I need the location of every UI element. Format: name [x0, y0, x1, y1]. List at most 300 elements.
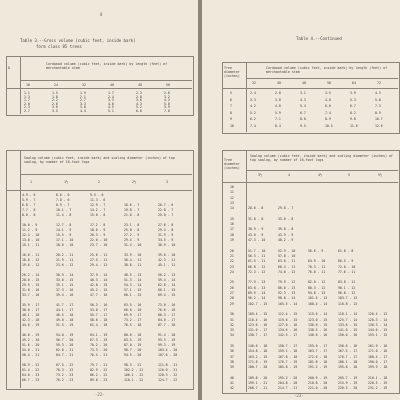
table-cell: 79.9 - 12 [278, 280, 296, 285]
table-cell: 4.3 [136, 101, 142, 106]
table-cell: 14.1 - 9 [56, 228, 72, 232]
table-cell: 128.3 - 14 [368, 317, 388, 322]
table-cell: 39.8 - 8 [278, 227, 294, 232]
table-cell: 66.7 - 23 [22, 378, 40, 382]
table-cell: 46.8 - 19 [22, 333, 40, 337]
table-cell: 18.6 - 9 [90, 228, 106, 232]
table-cell: 120.3 - 22 [158, 373, 178, 377]
table-cell: 21.0 - 8 [124, 213, 140, 217]
table-cell: 6.8 - 7 [22, 203, 36, 207]
table-cell: 7.1 [275, 117, 281, 121]
table-cell: 37.9 - 14 [90, 273, 108, 277]
table-cell: 231.2 - 19 [368, 386, 388, 391]
table-cell: 158.6 - 16 [338, 344, 358, 348]
table-cell: 61.5 - 11 [248, 259, 266, 264]
table-cell: 6.0 [325, 104, 331, 108]
table-cell: 49.0 - 18 [56, 318, 74, 322]
table-cell: 4.8 [325, 97, 331, 102]
table-cell: 83.5 - 19 [124, 338, 142, 342]
row-stub: 31 [230, 317, 234, 322]
table-cell: 79.7 - 21 [90, 363, 108, 367]
table-cell: 23.6 - 12 [56, 263, 74, 267]
table-cell: 205.7 - 19 [338, 375, 358, 380]
table-cell: 8.9 - 7 [56, 203, 70, 207]
table-cell: 35.9 - 17 [22, 303, 40, 307]
row-stub: 29 [230, 301, 234, 306]
table-cell: 27.2 - 9 [124, 233, 140, 237]
table-cell: 90.7 - 20 [124, 348, 142, 352]
table-cell: 1.3 [24, 94, 30, 99]
table-cell: 199.1 - 21 [248, 381, 268, 386]
table-cell: 15.1 - 11 [22, 243, 40, 247]
page-number-bottom: -22- [95, 392, 105, 397]
table-cell: 1.9 [80, 91, 86, 95]
row-stub: 41 [230, 381, 234, 386]
table-cell: 17.1 - 10 [56, 238, 74, 242]
table-cell: 2.6 [164, 91, 170, 95]
table-cell: 106.1 - 22 [124, 373, 144, 377]
table-cell: 11.6 [350, 123, 358, 128]
table-cell: 54.0 - 21 [22, 348, 40, 352]
table-cell: 125.7 - 14 [338, 317, 358, 322]
table-cell: 153.1 - 15 [368, 333, 388, 338]
table-cell: 161.9 - 16 [368, 344, 388, 348]
table-cell: 94.8 - 13 [308, 291, 326, 295]
table-cell: 2.3 [136, 91, 142, 95]
table-cell: 28.6 - 8 [248, 206, 264, 211]
table-cell: 96.8 - 12 [338, 291, 356, 295]
table-cell: 18.6 - 10 [56, 243, 74, 247]
table-cell: 189.8 - 20 [248, 375, 268, 380]
column-header: 1 [30, 180, 32, 184]
table-cell: 171.0 - 16 [368, 349, 388, 354]
table-cell: 38.9 - 9 [248, 227, 264, 232]
table-cell: 66.5 - 9 [338, 259, 354, 264]
row-stub: 12 [230, 195, 234, 200]
table-cell: 87.7 - 18 [158, 323, 176, 327]
table-cell: 29.4 - 9 [124, 238, 140, 242]
table-cell: 18.6 - 7 [124, 203, 140, 207]
table-cell: 18.0 - 12 [22, 258, 40, 262]
table-cell: 31.9 - 9 [158, 233, 174, 237]
table-cell: 7.0 [164, 109, 170, 113]
table-cell: 83.8 - 13 [248, 285, 266, 290]
table-cell: 73.3 - 20 [90, 348, 108, 352]
row-stub: 18 [230, 232, 234, 237]
table-cell: 214.7 - 21 [278, 386, 298, 391]
table-cell: 47.3 - 10 [248, 238, 266, 242]
column-header: 3 [166, 180, 168, 184]
table-cell: 5.2 [250, 110, 256, 115]
table-cell: 1.7 [24, 98, 30, 103]
table-cell: 56.3 - 11 [248, 253, 266, 258]
row-stub: 33 [230, 328, 234, 333]
column-header: 56 [327, 81, 331, 85]
table-cell: 46.5 - 18 [56, 313, 74, 317]
table-cell: 86.0 - 13 [278, 285, 296, 290]
table-cell: 11.3 - 6 [90, 198, 106, 202]
table-cell: 44.1 - 17 [56, 308, 74, 312]
table-cell: 45.1 - 11 [158, 263, 176, 267]
table-cell: 91.4 - 18 [158, 333, 176, 337]
table-cell: 112.4 - 15 [278, 312, 298, 317]
table-cell: 11.2 - 9 [22, 228, 38, 232]
row-stub: 30 [230, 312, 234, 317]
column-header: 56 [166, 83, 170, 87]
table-cell: 77.6 - 11 [338, 269, 356, 274]
table-cell: 12.9 - 7 [90, 203, 106, 207]
table-cell: 8.8 - 8 [22, 213, 36, 217]
table-cell: 107.6 - 20 [158, 353, 178, 357]
table-cell: 56.2 - 13 [158, 273, 176, 277]
table-cell: 80.0 - 18 [124, 333, 142, 337]
row-stub: 32 [230, 322, 234, 327]
table-cell: 33.0 - 8 [278, 216, 294, 221]
table-cell: 4.5 [108, 105, 114, 110]
table-cell: 142.5 - 17 [278, 333, 298, 338]
table-cell: 72.0 - 10 [338, 264, 356, 269]
table-cell: 2.0 [24, 101, 30, 106]
lower-header: Sawlog volume (cubic feet, inside bark) and scaling diameter (inches) of top sawlog, by number of 16-foot logs [24, 156, 175, 164]
row-stub: 24 [230, 269, 234, 274]
table-cell: 89.6 - 23 [90, 378, 108, 382]
table-cell: 118.1 - 14 [338, 312, 358, 317]
table-cell: 58.6 - 18 [90, 318, 108, 322]
right-page [202, 0, 400, 400]
column-header: 64 [352, 81, 356, 85]
table-cell: 83.8 - 11 [338, 280, 356, 285]
column-header: 40 [110, 83, 114, 87]
table-cell: 66.1 - 15 [158, 288, 176, 292]
table-cell: 51.5 - 19 [56, 323, 74, 327]
row-stub: 42 [230, 386, 234, 391]
table-cell: 215.9 - 19 [338, 381, 358, 386]
table-cell: 66.8 - 12 [248, 264, 266, 269]
table-cell: 82.0 - 12 [308, 280, 326, 285]
table-cell: 195.2 - 20 [278, 375, 298, 380]
left-page [0, 0, 199, 400]
row-stub: 27 [230, 291, 234, 295]
table-cell: 53.0 - 17 [90, 308, 108, 312]
table-cell: 167.5 - 17 [338, 349, 358, 354]
column-header: 1½ [64, 180, 68, 184]
table-cell: 4.4 [80, 109, 86, 113]
table-cell: 150.0 - 16 [338, 333, 358, 338]
column-header: 4 [288, 173, 290, 177]
table-cell: 5.1 [108, 109, 114, 113]
row-stub: 15 [230, 216, 234, 221]
page-number-top: 8 [100, 12, 103, 17]
table-cell: 5.0 [164, 101, 170, 106]
table-cell: 43.9 - 9 [278, 232, 294, 237]
table-cell: 1.5 [52, 91, 58, 95]
table-cell: 42.3 - 11 [158, 258, 176, 262]
table-cell: 38.0 - 17 [22, 308, 40, 312]
table-cell: 102.2 - 21 [124, 368, 144, 372]
table-cell: 55.7 - 17 [90, 313, 108, 317]
table-cell: 64.7 - 21 [56, 353, 74, 357]
row-stub: 16 [230, 222, 234, 227]
table-cell: 63.0 - 11 [278, 259, 296, 264]
table-cell: 20.2 - 11 [56, 253, 74, 257]
table-cell: 7.7 - 8 [22, 208, 36, 212]
column-header: 2½ [132, 180, 136, 184]
table-cell: 12.7 - 8 [56, 223, 72, 227]
table-cell: 150.7 - 17 [278, 344, 298, 348]
table-cell: 29.8 - 7 [278, 206, 294, 211]
table-cell: 8.6 - 6 [56, 193, 70, 197]
table-cell: 115.6 - 14 [308, 312, 328, 317]
table-cell: 87.0 - 19 [124, 343, 142, 347]
table-cell: 52.9 - 10 [278, 248, 296, 253]
row-stub: 10 [230, 123, 234, 128]
table-cell: 16.6 - 11 [22, 253, 40, 257]
table-cell: 99.3 - 19 [158, 343, 176, 347]
table-cell: 204.8 - 20 [278, 381, 298, 386]
upper-header: Cordwood volume (cubic feet, inside bark) by length (feet) of merchantable stem [46, 62, 168, 70]
table-cell: 119.6 - 15 [278, 317, 298, 322]
table-cell: 3.8 [80, 105, 86, 110]
table-cell: 21.9 - 11 [56, 258, 74, 262]
row-stub: 38 [230, 359, 234, 364]
table-cell: 95.3 - 19 [158, 338, 176, 342]
table-cell: 10.1 - 7 [56, 208, 72, 212]
row-stub: 5 [230, 91, 232, 95]
table-cell: 22.8 - 7 [158, 208, 174, 212]
row-stub: 40 [230, 375, 234, 380]
table-cell: 20.7 - 6 [158, 203, 174, 207]
table-cell: 25.0 - 7 [158, 213, 174, 217]
column-header: 24 [54, 83, 58, 87]
table-cell: 3.6 [136, 98, 142, 103]
table-cell: 4.9 - 6 [22, 193, 36, 197]
table-cell: 28.0 - 15 [22, 278, 40, 282]
table-cell: 29.4 - 8 [158, 228, 174, 232]
row-stub: 10 [230, 185, 234, 189]
table-cell: 9.5 [300, 123, 306, 128]
table-cell: 108.4 - 14 [308, 301, 328, 306]
row-stub: 13 [230, 200, 234, 205]
table-cell: 163.2 - 19 [248, 354, 268, 359]
table-cell: 171.8 - 19 [248, 359, 268, 364]
table-cell: 210.1 - 18 [368, 375, 388, 380]
table-cell: 190.0 - 17 [368, 359, 388, 364]
column-header: 32 [82, 83, 86, 87]
table-cell: 19.8 - 7 [124, 208, 140, 212]
table-cell: 57.8 - 10 [278, 253, 296, 258]
table-cell: 84.0 - 17 [158, 318, 176, 322]
table-cell: 5.9 - 7 [22, 198, 36, 202]
table-cell: 98.3 - 21 [124, 363, 142, 367]
table-cell: 48.5 - 13 [124, 273, 142, 277]
column-header: 4½ [318, 173, 322, 177]
table-cell: 39.6 - 10 [158, 253, 176, 257]
table-cell: 9.8 [350, 117, 356, 121]
table-cell: 103.4 - 20 [158, 348, 178, 352]
table-cell: 6.7 [300, 110, 306, 115]
table-cell: 31.4 - 10 [124, 243, 142, 247]
table-cell: 2.3 [24, 105, 30, 110]
table-cell: 2.4 [250, 91, 256, 95]
table-cell: 89.9 - 14 [248, 291, 266, 295]
table-cell: 172.6 - 18 [308, 354, 328, 359]
table-cell: 3.9 [350, 91, 356, 95]
table-cell: 37.3 - 16 [56, 288, 74, 292]
table-cell: 111.8 - 21 [158, 363, 178, 367]
row-stub: 37 [230, 354, 234, 359]
table-cell: 181.8 - 18 [308, 359, 328, 364]
table-cell: 8.9 [325, 117, 331, 121]
table-cell: 33.7 - 16 [22, 293, 40, 297]
table-cell: 54.0 - 19 [56, 333, 74, 337]
row-stub: 14 [230, 206, 234, 211]
table-cell: 56.7 - 20 [56, 338, 74, 342]
table-caption: Table 4.--Continued [296, 36, 342, 41]
row-stub: 8 [230, 110, 232, 115]
table-cell: 167.8 - 18 [278, 354, 298, 359]
table-cell: 58.9 - 22 [22, 363, 40, 367]
table-cell: 40.1 - 18 [22, 313, 40, 317]
table-cell: 39.4 - 16 [56, 293, 74, 297]
table-cell: 68.4 - 11 [278, 264, 296, 269]
table-cell: 7.3 [375, 104, 381, 108]
table-cell: 1.7 [108, 91, 114, 95]
table-cell: 26.2 - 14 [22, 273, 40, 277]
table-cell: 59.3 - 20 [56, 343, 74, 347]
lower-header: Sawlog volume (cubic feet, inside bark) and scaling diameter (inches) of top sawlog, by number of 16-foot logs [250, 154, 393, 162]
table-cell: 22.0 - 10 [90, 238, 108, 242]
table-cell: 63.5 - 16 [124, 303, 142, 307]
table-cell: 51.6 - 20 [22, 343, 40, 347]
upper-header: Cordwood volume (cubic feet, inside bark) by length (feet) of merchantable stem [266, 66, 388, 74]
table-cell: 10.5 [325, 123, 333, 128]
table-cell: 7.4 [250, 123, 256, 128]
table-cell: 3.2 [164, 94, 170, 99]
table-cell: 41.7 - 17 [56, 303, 74, 307]
row-stub: 11 [230, 190, 234, 195]
table-cell: 176.7 - 17 [338, 354, 358, 359]
table-cell: 185.8 - 19 [278, 365, 298, 370]
table-cell: 155.0 - 17 [308, 344, 328, 348]
table-cell: 23.1 - 8 [124, 223, 140, 227]
column-header: 72 [377, 81, 381, 85]
table-cell: 15.5 - 9 [56, 233, 72, 237]
table-cell: 33.9 - 10 [124, 253, 142, 257]
table-cell: 186.1 - 18 [338, 359, 358, 364]
table-cell: 94.5 - 20 [124, 353, 142, 357]
row-stub: 36 [230, 349, 234, 354]
table-cell: 98.8 - 14 [278, 296, 296, 301]
row-stub: 23 [230, 264, 234, 269]
table-cell: 226.3 - 20 [338, 386, 358, 391]
table-cell: 42.3 - 18 [22, 318, 40, 322]
table-cell: 3.5 [325, 91, 331, 95]
table-cell: 3.3 [250, 97, 256, 102]
table-cell: 3.5 [52, 109, 58, 113]
table-cell: 40.3 - 14 [90, 278, 108, 282]
row-stub: 9 [230, 117, 232, 121]
table-cell: 49.2 - 20 [22, 338, 40, 342]
column-header: 3½ [258, 173, 262, 177]
table-cell: 30.9 - 14 [56, 273, 74, 277]
table-cell: 154.8 - 18 [248, 349, 268, 354]
row-stub: 20 [230, 248, 234, 253]
column-header: 2 [98, 180, 100, 184]
table-cell: 86.2 - 22 [90, 373, 108, 377]
table-cell: 4.2 [250, 104, 256, 108]
table-cell: 2.8 [275, 91, 281, 95]
table-cell: 14.2 - 7 [90, 208, 106, 212]
table-cell: 1.1 [24, 91, 30, 95]
table-cell: 159.1 - 18 [278, 349, 298, 354]
stub-label: Tree diameter (inches) [224, 66, 240, 78]
table-cell: 110.8 - 13 [338, 301, 358, 306]
table-cell: 3.3 [80, 101, 86, 106]
table-cell: 5.2 [136, 105, 142, 110]
row-stub: 17 [230, 227, 234, 232]
table-cell: 116.0 - 21 [158, 368, 178, 372]
table-cell: 3.1 [300, 91, 306, 95]
table-cell: 199.9 - 18 [368, 365, 388, 370]
table-cell: 163.7 - 17 [308, 349, 328, 354]
table-cell: 6.0 [136, 109, 142, 113]
table-cell: 146.6 - 18 [248, 344, 268, 348]
table-cell: 123.0 - 15 [308, 317, 328, 322]
table-cell: 56.6 - 9 [308, 248, 324, 253]
table-cell: 146.6 - 16 [308, 333, 328, 338]
column-header: 48 [302, 81, 306, 85]
table-cell: 3.8 [275, 97, 281, 102]
table-cell: 2.7 [80, 98, 86, 103]
table-cell: 61.4 - 22 [22, 368, 40, 372]
column-header: 32 [252, 81, 256, 85]
table-cell: 8.4 [275, 123, 281, 128]
table-cell: 36.4 - 11 [124, 258, 142, 262]
table-cell: 2.8 [136, 94, 142, 99]
stub-label: D [8, 66, 10, 70]
table-cell: 221.0 - 20 [308, 386, 328, 391]
table-cell: 67.3 - 19 [90, 338, 108, 342]
table-cell: 11.4 - 8 [56, 213, 72, 217]
table-cell: 17.2 - 8 [90, 223, 106, 227]
table-cell: 110.1 - 22 [124, 378, 144, 382]
table-cell: 70.3 - 11 [308, 264, 326, 269]
table-cell: 130.6 - 15 [308, 322, 328, 327]
table-cell: 220.5 - 19 [368, 381, 388, 386]
table-cell: 69.9 - 17 [124, 313, 142, 317]
table-cell: 64.1 - 19 [90, 333, 108, 337]
row-stub: 22 [230, 259, 234, 264]
table-cell: 12.4 - 10 [22, 233, 40, 237]
row-stub: 7 [230, 104, 232, 108]
table-cell: 15.6 - 8 [90, 213, 106, 217]
table-cell: 2.6 [52, 101, 58, 106]
table-cell: 61.8 - 8 [338, 248, 354, 253]
table-cell: 180.4 - 17 [368, 354, 388, 359]
table-cell: 12.6 [375, 123, 383, 128]
row-stub: 35 [230, 344, 234, 348]
table-cell: 4.8 [275, 104, 281, 108]
table-cell: 70.3 - 22 [56, 368, 74, 372]
table-cell: 10.0 - 9 [22, 223, 38, 227]
table-cell: 138.7 - 17 [248, 333, 268, 338]
table-cell: 10.7 [375, 117, 383, 121]
table-cell: 66.6 - 16 [124, 308, 142, 312]
table-cell: 36.9 - 10 [158, 243, 176, 247]
table-cell: 138.5 - 16 [308, 328, 328, 333]
table-cell: 210.8 - 20 [308, 381, 328, 386]
table-cell: 25.6 - 11 [90, 253, 108, 257]
